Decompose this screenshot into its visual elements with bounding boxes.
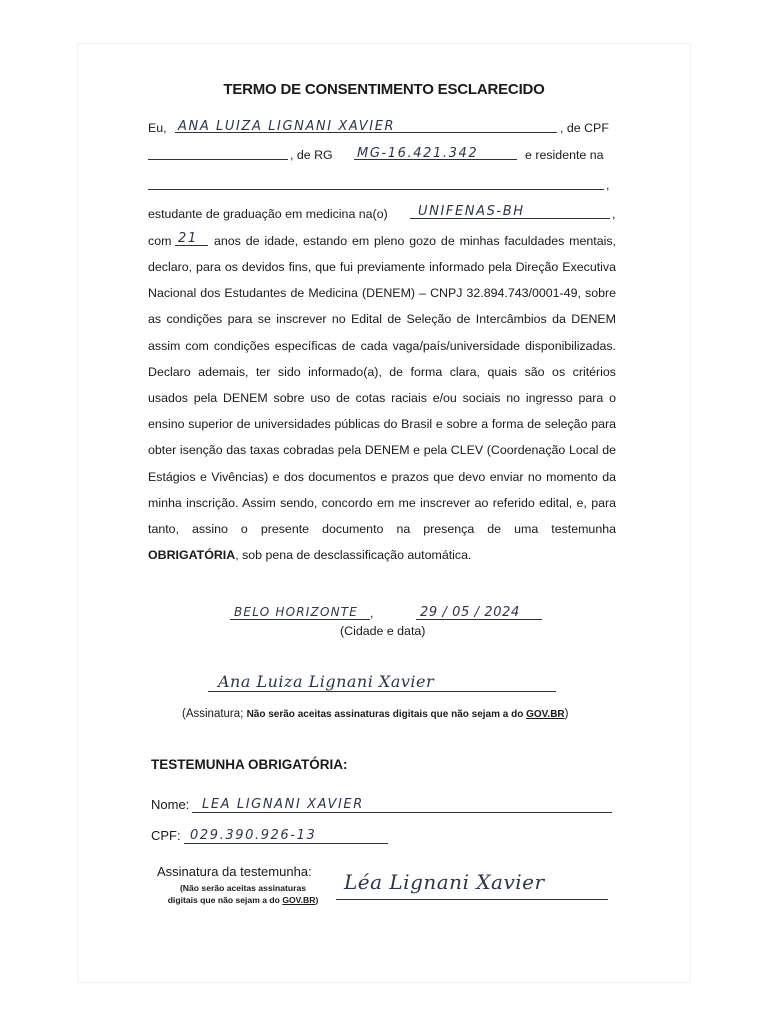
witness-note-end: ) [315, 895, 319, 905]
estudante-label: estudante de graduação em medicina na(o) [148, 207, 388, 221]
assinatura-label-bold: Não serão aceitas assinaturas digitais que não sejam a do [246, 709, 527, 720]
document-page [78, 44, 690, 982]
body-paragraph [148, 254, 616, 568]
witness-signature: Léa Lignani Xavier [344, 870, 545, 894]
body-line: ensino superior de universidades públicas do Brasil e sobre a forma de seleção para [148, 417, 616, 432]
witness-note [158, 882, 328, 906]
body-line: Declaro ademais, ter sido informado(a), de forma clara, quais são os critérios [148, 364, 616, 379]
body-line: as condições para se inscrever no Edital de Seleção de Intercâmbios da DENEM [148, 312, 616, 327]
age-value: 21 [178, 231, 198, 246]
body-line: Nacional dos Estudantes de Medicina (DENEM) – CNPJ 32.894.743/0001-49, sobre [148, 286, 616, 301]
witness-cpf-line [184, 843, 388, 844]
witness-cpf-value: 029.390.926-13 [190, 828, 317, 843]
institution-value: UNIFENAS-BH [418, 204, 525, 219]
city-value: BELO HORIZONTE [234, 605, 359, 619]
witness-govbr-link: GOV.BR [282, 895, 316, 905]
com-label: com [148, 234, 172, 248]
witness-cpf-label: CPF: [151, 828, 181, 843]
body-line: declaro, para os devidos fins, que fui previamente informado pela Direção Executiva [148, 260, 616, 274]
address-comma: , [606, 178, 610, 192]
witness-note-line1: (Não serão aceitas assinaturas [179, 883, 307, 893]
witness-name-value: LEA LIGNANI XAVIER [202, 797, 364, 812]
assinatura-label-end: ) [564, 708, 569, 720]
witness-note-start: digitais que não sejam a do [167, 895, 283, 905]
city-date-label: (Cidade e data) [340, 624, 426, 638]
institution-comma: , [612, 207, 616, 221]
assinatura-label [182, 708, 569, 720]
city-comma: , [370, 606, 374, 620]
residente-label: e residente na [525, 148, 604, 162]
witness-heading: TESTEMUNHA OBRIGATÓRIA: [151, 757, 348, 772]
date-value: 29 / 05 / 2024 [420, 605, 520, 620]
body-line: Estágios e Vivências) e dos documentos e prazos que devo enviar no momento da [148, 469, 616, 484]
body-line-0: anos de idade, estando em pleno gozo de minhas faculdades mentais, [214, 234, 616, 248]
witness-name-line [192, 812, 612, 813]
witness-note-line2 [158, 894, 328, 906]
cpf-label: , de CPF [560, 121, 609, 135]
body-line: minha inscrição. Assim sendo, concordo em me inscrever ao referido edital, e, para [148, 495, 616, 510]
obrigatoria-bold: OBRIGATÓRIA [148, 548, 236, 563]
rg-label: , de RG [290, 148, 333, 162]
signature-line [208, 691, 556, 692]
document-title: TERMO DE CONSENTIMENTO ESCLARECIDO [223, 81, 545, 98]
witness-name-label: Nome: [151, 797, 190, 812]
body-line: tanto, assino o presente documento na presença de uma testemunha [148, 521, 616, 536]
signature: Ana Luiza Lignani Xavier [218, 672, 435, 691]
govbr-link: GOV.BR [526, 709, 565, 720]
address-line [148, 189, 604, 190]
name-value: ANA LUIZA LIGNANI XAVIER [178, 119, 396, 134]
body-line: assim com condições específicas de cada vaga/país/universidade disponibilizadas. [148, 338, 616, 353]
body-line-final [148, 542, 616, 568]
obrigatoria-rest: , sob pena de desclassificação automática. [235, 548, 472, 563]
eu-label: Eu, [148, 121, 167, 135]
cpf-line [148, 159, 288, 160]
witness-signature-line [336, 899, 608, 900]
assinatura-label-start: (Assinatura; [182, 708, 247, 720]
rg-value: MG-16.421.342 [357, 146, 479, 161]
witness-signature-label: Assinatura da testemunha: [157, 864, 312, 879]
body-line: obter isenção das taxas cobradas pela DENEM e pela CLEV (Coordenação Local de [148, 443, 616, 458]
body-line: usados pela DENEM sobre uso de cotas raciais e/ou sociais no ingresso para o [148, 390, 616, 405]
